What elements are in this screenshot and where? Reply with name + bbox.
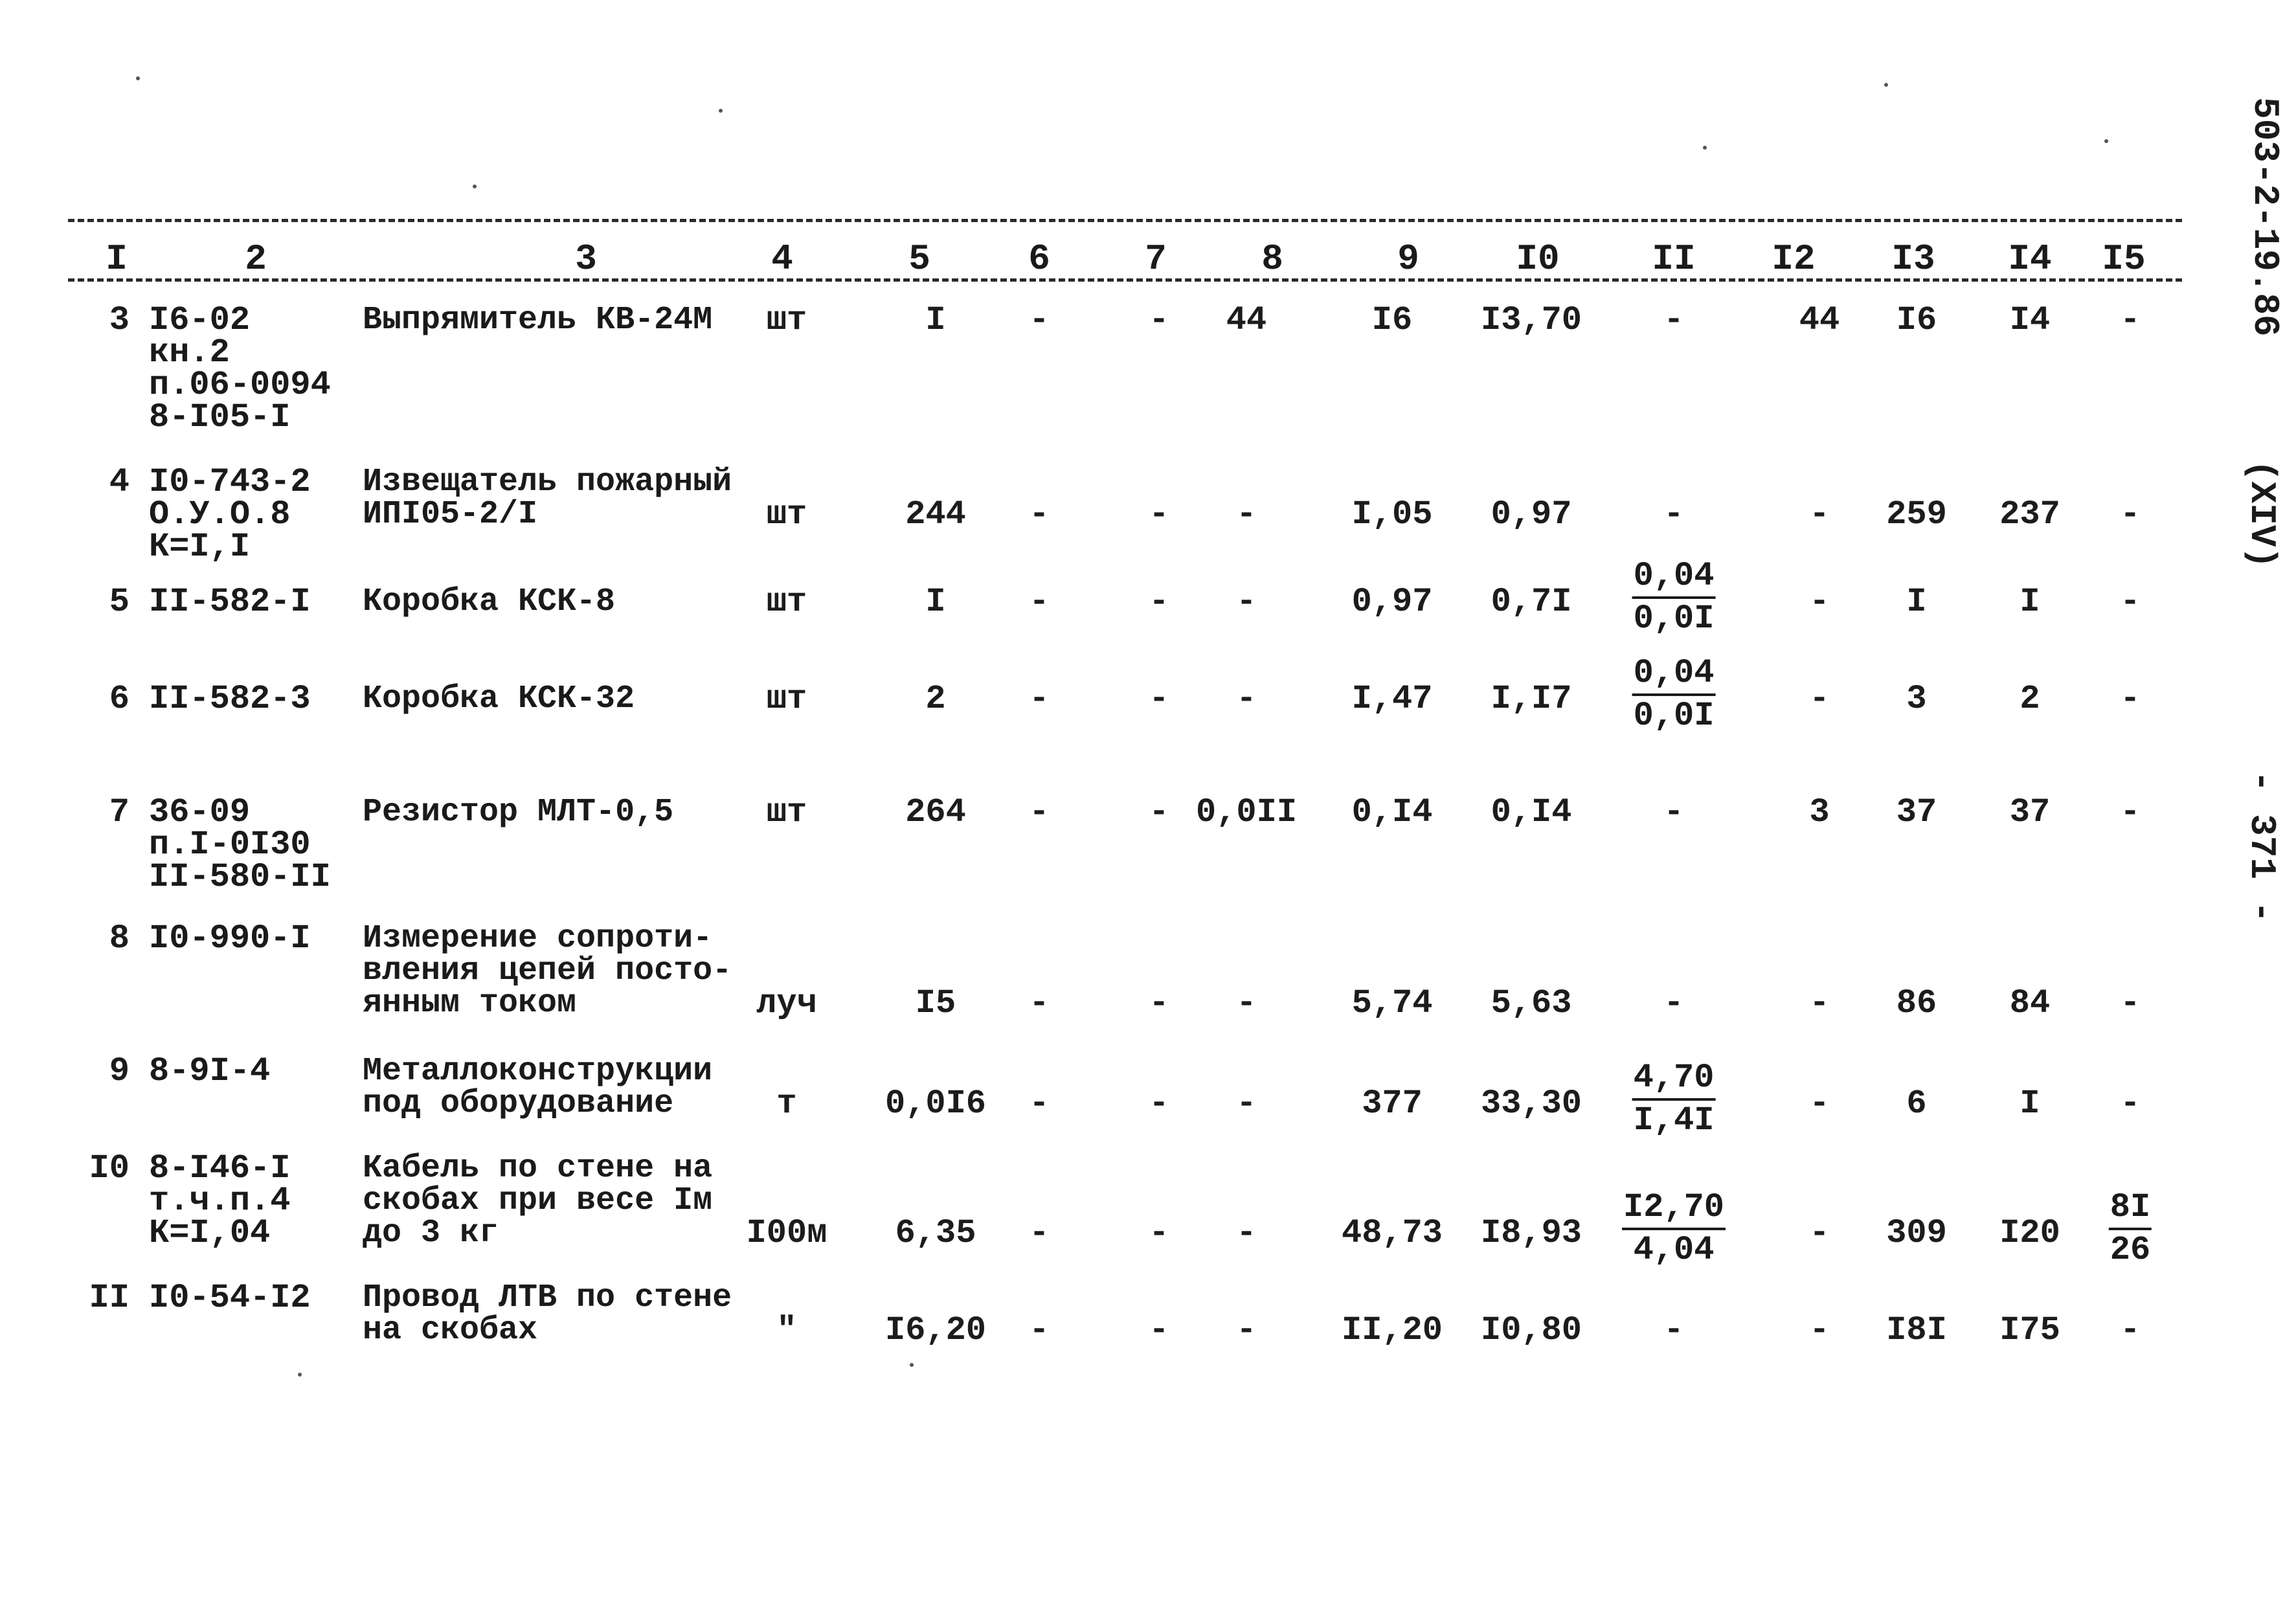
col-header-2: 2 xyxy=(245,238,267,280)
row-number: 4 xyxy=(109,463,129,501)
row-number: I0 xyxy=(89,1149,129,1187)
cell-c15: - xyxy=(2120,984,2141,1022)
cell-c10: 0,7I xyxy=(1491,583,1572,621)
rate-code-line: п.06-0094 xyxy=(149,366,331,404)
scan-speck xyxy=(1884,83,1888,87)
cell-c13: 86 xyxy=(1896,984,1937,1022)
work-description-line: Металлоконструкции xyxy=(363,1053,713,1090)
cell-c9: II,20 xyxy=(1341,1311,1443,1349)
row-number: 5 xyxy=(109,583,129,621)
col-header-11: II xyxy=(1652,238,1696,280)
cell-c8: - xyxy=(1236,583,1257,621)
cell-qty: 6,35 xyxy=(895,1214,976,1252)
row-number: 3 xyxy=(109,301,129,339)
cell-c8: - xyxy=(1236,1085,1257,1123)
work-description-line: Коробка КСК-32 xyxy=(363,681,635,717)
rate-code-line: К=I,04 xyxy=(149,1214,271,1252)
work-description-line: до 3 кг xyxy=(363,1215,499,1252)
cell-unit: шт xyxy=(766,793,807,831)
cell-c14: 2 xyxy=(2020,680,2040,718)
cell-c15: - xyxy=(2120,793,2141,831)
cell-c7: - xyxy=(1149,1311,1169,1349)
col-header-14: I4 xyxy=(2008,238,2052,280)
cell-c12: - xyxy=(1809,583,1830,621)
cell-c10: 33,30 xyxy=(1480,1085,1582,1123)
cell-c8: - xyxy=(1236,680,1257,718)
rate-code-line: 8-I46-I xyxy=(149,1149,291,1187)
cell-c13: I xyxy=(1906,583,1927,621)
cell-c12: - xyxy=(1809,495,1830,534)
cell-c9: I,47 xyxy=(1351,680,1433,718)
cell-c15: - xyxy=(2120,1085,2141,1123)
cell-c9: 5,74 xyxy=(1351,984,1433,1022)
cell-c10: I8,93 xyxy=(1480,1214,1582,1252)
col-header-9: 9 xyxy=(1397,238,1419,280)
cell-qty: 244 xyxy=(905,495,966,534)
cell-c8: - xyxy=(1236,1311,1257,1349)
scan-speck xyxy=(719,109,723,113)
work-description-line: под оборудование xyxy=(363,1085,674,1122)
header-top-rule xyxy=(68,219,2182,222)
rate-code-line: II-580-II xyxy=(149,858,331,896)
cell-c6: - xyxy=(1029,680,1050,718)
rate-code-line: I6-02 xyxy=(149,301,251,339)
cell-qty: 264 xyxy=(905,793,966,831)
col-header-5: 5 xyxy=(908,238,930,280)
col-header-1: I xyxy=(106,238,128,280)
cell-c13: 37 xyxy=(1896,793,1937,831)
cell-c9: I,05 xyxy=(1351,495,1433,534)
cell-c13: 309 xyxy=(1886,1214,1947,1252)
work-description-line: на скобах xyxy=(363,1312,538,1349)
cell-c6: - xyxy=(1029,984,1050,1022)
cell-c10: 5,63 xyxy=(1491,984,1572,1022)
cell-unit: шт xyxy=(766,583,807,621)
cell-c15: - xyxy=(2120,495,2141,534)
cell-unit: т xyxy=(776,1085,797,1123)
col-header-13: I3 xyxy=(1891,238,1935,280)
cell-c12: - xyxy=(1809,1311,1830,1349)
cell-unit: шт xyxy=(766,301,807,339)
cell-c6: - xyxy=(1029,301,1050,339)
work-description-line: скобах при весе Iм xyxy=(363,1182,713,1219)
cell-c7: - xyxy=(1149,301,1169,339)
cell-c8: - xyxy=(1236,984,1257,1022)
cell-c10: I3,70 xyxy=(1480,301,1582,339)
cell-qty: I6,20 xyxy=(884,1311,987,1349)
cell-c12: 44 xyxy=(1799,301,1840,339)
fraction-numerator: 8I xyxy=(2109,1191,2152,1230)
cell-c10: I,I7 xyxy=(1491,680,1572,718)
cell-c9: 0,97 xyxy=(1351,583,1433,621)
work-description-line: вления цепей посто- xyxy=(363,952,732,989)
fraction-numerator: I2,70 xyxy=(1622,1191,1726,1230)
rate-code-line: 8-9I-4 xyxy=(149,1052,271,1090)
cell-c13: I8I xyxy=(1886,1311,1947,1349)
fraction-denominator: 0,0I xyxy=(1633,697,1715,735)
cell-c7: - xyxy=(1149,1214,1169,1252)
scan-speck xyxy=(2104,139,2108,143)
cell-c8: - xyxy=(1236,1214,1257,1252)
rate-code-line: т.ч.п.4 xyxy=(149,1182,291,1220)
fraction-value xyxy=(1632,1059,1716,1140)
cell-c11: - xyxy=(1663,301,1684,339)
cell-c11: - xyxy=(1663,495,1684,534)
work-description-line: Извещатель пожарный xyxy=(363,464,732,501)
work-description-line: Выпрямитель КВ-24М xyxy=(363,302,713,339)
rate-code-line: I0-54-I2 xyxy=(149,1279,311,1317)
cell-c14: I4 xyxy=(2009,301,2051,339)
rate-code-line: 36-09 xyxy=(149,793,251,831)
cell-c8: - xyxy=(1236,495,1257,534)
cell-c14: I xyxy=(2020,583,2040,621)
cell-c15: - xyxy=(2120,1311,2141,1349)
col-header-4: 4 xyxy=(771,238,793,280)
work-description-line: Кабель по стене на xyxy=(363,1150,713,1187)
cell-c9: I6 xyxy=(1371,301,1413,339)
row-number: 9 xyxy=(109,1052,129,1090)
col-header-6: 6 xyxy=(1028,238,1050,280)
cell-c6: - xyxy=(1029,495,1050,534)
cell-c7: - xyxy=(1149,1085,1169,1123)
rate-code-line: 8-I05-I xyxy=(149,398,291,436)
cell-c15: - xyxy=(2120,680,2141,718)
album-label: (XIV) xyxy=(2241,460,2282,569)
fraction-denominator: I,4I xyxy=(1633,1101,1715,1140)
cell-c15: - xyxy=(2120,301,2141,339)
cell-c13: 3 xyxy=(1906,680,1927,718)
cell-c8: 0,0II xyxy=(1195,793,1298,831)
work-description-line: Измерение сопроти- xyxy=(363,920,713,957)
cell-c14: I20 xyxy=(1999,1214,2060,1252)
col-header-8: 8 xyxy=(1261,238,1283,280)
fraction-denominator: 4,04 xyxy=(1633,1231,1715,1269)
cell-c7: - xyxy=(1149,984,1169,1022)
col-header-12: I2 xyxy=(1772,238,1816,280)
fraction-value xyxy=(1632,654,1716,735)
cell-c13: 6 xyxy=(1906,1085,1927,1123)
fraction-numerator: 0,04 xyxy=(1632,560,1716,599)
row-number: II xyxy=(89,1279,129,1317)
scan-speck xyxy=(910,1363,914,1367)
cell-c6: - xyxy=(1029,1214,1050,1252)
cell-qty: I xyxy=(925,301,946,339)
cell-c13: 259 xyxy=(1886,495,1947,534)
row-number: 6 xyxy=(109,680,129,718)
page-number: - 371 - xyxy=(2241,771,2282,923)
cell-c7: - xyxy=(1149,793,1169,831)
row-number: 7 xyxy=(109,793,129,831)
cell-c12: - xyxy=(1809,984,1830,1022)
cell-c12: - xyxy=(1809,1214,1830,1252)
cell-c14: I75 xyxy=(1999,1311,2060,1349)
cell-c7: - xyxy=(1149,680,1169,718)
cell-c14: 84 xyxy=(2009,984,2051,1022)
rate-code-line: К=I,I xyxy=(149,528,251,566)
cell-c9: 48,73 xyxy=(1341,1214,1443,1252)
cell-unit: шт xyxy=(766,680,807,718)
rate-code-line: I0-743-2 xyxy=(149,463,311,501)
cell-c7: - xyxy=(1149,583,1169,621)
col-header-15: I5 xyxy=(2102,238,2146,280)
fraction-denominator: 26 xyxy=(2110,1231,2151,1269)
rate-code-line: II-582-3 xyxy=(149,680,311,718)
cell-c10: 0,97 xyxy=(1491,495,1572,534)
scan-speck xyxy=(473,185,477,188)
cell-qty: 0,0I6 xyxy=(884,1085,987,1123)
scan-speck xyxy=(298,1373,302,1377)
cell-unit: I00м xyxy=(746,1214,827,1252)
cell-c10: I0,80 xyxy=(1480,1311,1582,1349)
cell-c11: - xyxy=(1663,984,1684,1022)
cell-c6: - xyxy=(1029,1311,1050,1349)
cell-unit: шт xyxy=(766,495,807,534)
fraction-value xyxy=(1632,557,1716,638)
cell-c15: - xyxy=(2120,583,2141,621)
cell-c9: 0,I4 xyxy=(1351,793,1433,831)
rate-code-line: II-582-I xyxy=(149,583,311,621)
work-description-line: янным током xyxy=(363,985,577,1022)
cell-c6: - xyxy=(1029,583,1050,621)
cell-unit: " xyxy=(776,1311,797,1349)
cell-c13: I6 xyxy=(1896,301,1937,339)
cell-qty: 2 xyxy=(925,680,946,718)
cell-c6: - xyxy=(1029,793,1050,831)
cell-c6: - xyxy=(1029,1085,1050,1123)
cell-c14: 237 xyxy=(1999,495,2060,534)
rate-code-line: кн.2 xyxy=(149,333,230,372)
col-header-10: I0 xyxy=(1516,238,1560,280)
header-bottom-rule xyxy=(68,278,2182,282)
doc-code-label: 503-2-19.86 xyxy=(2244,97,2286,337)
cell-c9: 377 xyxy=(1362,1085,1423,1123)
cell-c11: - xyxy=(1663,793,1684,831)
rate-code-line: п.I-0I30 xyxy=(149,826,311,864)
work-description-line: Коробка КСК-8 xyxy=(363,583,616,620)
work-description-line: Резистор МЛТ-0,5 xyxy=(363,794,674,831)
cell-c14: I xyxy=(2020,1085,2040,1123)
fraction-value xyxy=(2109,1188,2152,1269)
cell-qty: I5 xyxy=(915,984,956,1022)
cell-c10: 0,I4 xyxy=(1491,793,1572,831)
fraction-value xyxy=(1622,1188,1726,1269)
cell-c12: 3 xyxy=(1809,793,1830,831)
cell-unit: луч xyxy=(756,984,817,1022)
col-header-3: 3 xyxy=(575,238,597,280)
cell-c7: - xyxy=(1149,495,1169,534)
rate-code-line: О.У.О.8 xyxy=(149,495,291,534)
rate-code-line: I0-990-I xyxy=(149,919,311,958)
fraction-denominator: 0,0I xyxy=(1633,600,1715,638)
work-description-line: ИПI05-2/I xyxy=(363,496,538,533)
scan-speck xyxy=(1703,146,1707,150)
cell-c11: - xyxy=(1663,1311,1684,1349)
row-number: 8 xyxy=(109,919,129,958)
cell-c12: - xyxy=(1809,680,1830,718)
cell-c14: 37 xyxy=(2009,793,2051,831)
cell-c12: - xyxy=(1809,1085,1830,1123)
scan-speck xyxy=(136,76,140,80)
work-description-line: Провод ЛТВ по стене xyxy=(363,1279,732,1316)
cell-c8: 44 xyxy=(1226,301,1267,339)
cell-qty: I xyxy=(925,583,946,621)
col-header-7: 7 xyxy=(1145,238,1167,280)
fraction-numerator: 4,70 xyxy=(1632,1062,1716,1101)
fraction-numerator: 0,04 xyxy=(1632,657,1716,696)
